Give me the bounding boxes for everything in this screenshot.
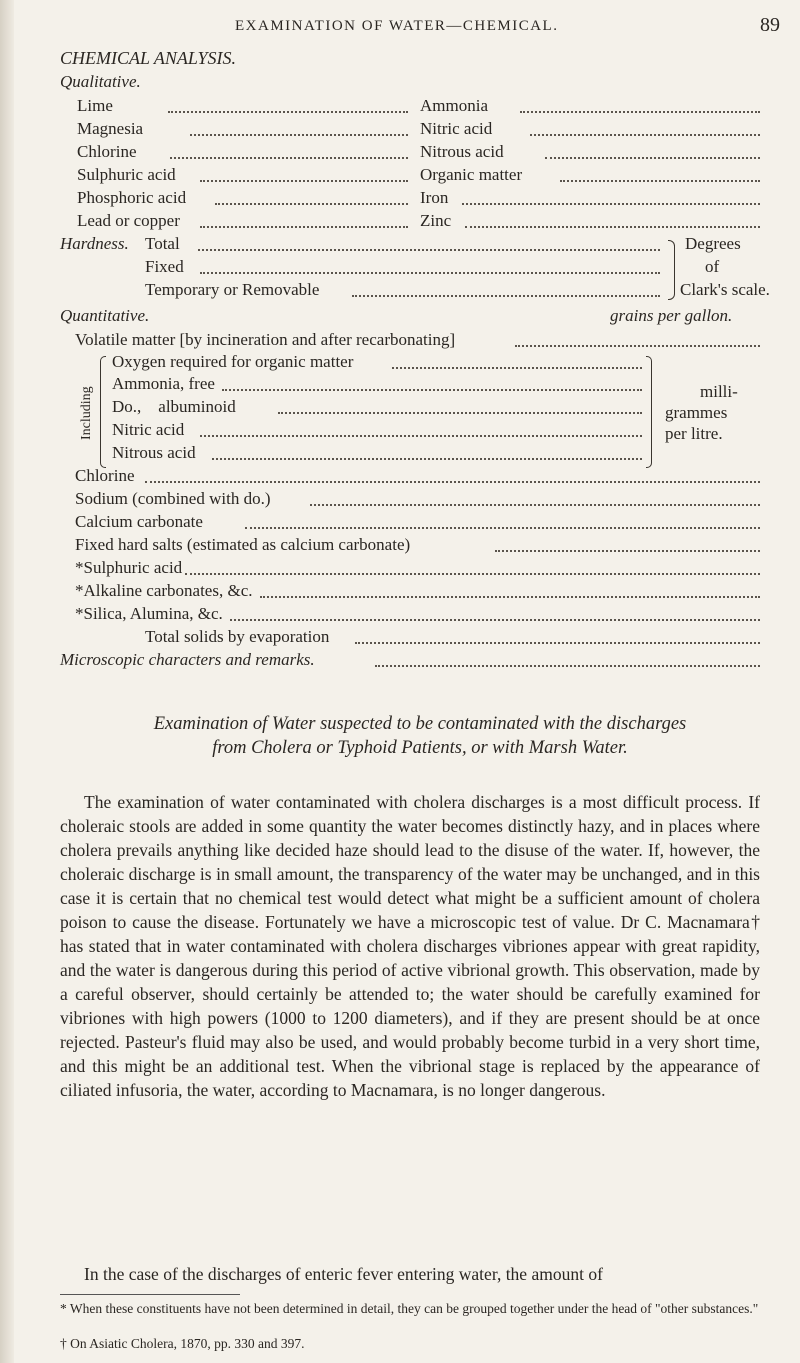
volatile-row: Volatile matter [by incineration and after recarbonating] [75, 330, 456, 349]
milli-brace [646, 356, 652, 468]
dotted-leader [520, 111, 760, 113]
body-paragraph: The examination of water contaminated with cholera discharges is a most difficult process. If choleraic stools are added in some quantity the water becomes distinctly hazy, and in places where cholera prevails anything like decided haze should lead to the disuse of the water. If, however, the choleraic discharge is in small amount, the transparency of the water may be unchanged, and in this case it is certain that no chemical test would detect what might be a sufficient amount of cholera poison to cause the disease. Fortunately we have a microscopic test of value. Dr C. Macnamara† has stated that in water contaminated with cholera discharges vibriones appear with great rapidity, and the water is dangerous during this period of active vibrional growth. This observation, made by a careful observer, should certainly be attended to; the water should be carefully examined for vibriones with high powers (1000 to 1200 diameters), and if they are present should be at once rejected. Pasteur's fluid may also be used, and would probably become turbid in a very short time, and this might be an additional test. When the vibrional stage is replaced by the appearance of ciliated infusoria, the water, according to Macnamara, is no longer dangerous. [60, 792, 760, 1100]
dotted-leader [200, 180, 408, 182]
dotted-leader [230, 619, 760, 621]
dotted-leader [212, 458, 642, 460]
dotted-leader [198, 249, 660, 251]
section-heading-line: from Cholera or Typhoid Patients, or with Marsh Water. [212, 738, 628, 758]
qual-left-item: Lime [77, 96, 113, 115]
qual-right-item: Nitrous acid [420, 142, 504, 161]
dotted-leader [185, 573, 760, 575]
dotted-leader [495, 550, 760, 552]
qual-right-item: Nitric acid [420, 119, 493, 138]
qual-right-item: Iron [420, 188, 449, 207]
section-heading [60, 712, 780, 760]
dotted-leader [278, 412, 642, 414]
quantitative-heading: Quantitative. [60, 306, 150, 325]
hardness-brace [668, 240, 675, 300]
dotted-leader [465, 226, 760, 228]
hardness-row: Temporary or Removable [145, 280, 320, 299]
milli-unit: grammes [665, 403, 728, 422]
including-item: Oxygen required for organic matter [112, 352, 354, 371]
footnote-star: * When these constituents have not been determined in detail, they can be grouped together under the head of "other substances." [60, 1301, 759, 1316]
hardness-row: Fixed [145, 257, 184, 276]
hardness-row: Total [145, 234, 180, 253]
analysis-item: Fixed hard salts (estimated as calcium carbonate) [75, 535, 411, 554]
dotted-leader [168, 111, 408, 113]
qual-left-item: Chlorine [77, 142, 137, 161]
milli-unit: milli- [700, 382, 738, 401]
hardness-unit: of [705, 257, 720, 276]
running-title: EXAMINATION OF WATER—CHEMICAL. [235, 18, 559, 34]
including-brace [100, 356, 106, 468]
total-solids: Total solids by evaporation [145, 627, 330, 646]
qual-left-item: Sulphuric acid [77, 165, 176, 184]
quantitative-unit: grains per gallon. [610, 306, 733, 325]
dotted-leader [222, 389, 642, 391]
microscopic-heading: Microscopic characters and remarks. [60, 650, 315, 669]
dotted-leader [215, 203, 408, 205]
footnote-dagger: † On Asiatic Cholera, 1870, pp. 330 and 397. [60, 1336, 305, 1351]
analysis-item: Chlorine [75, 466, 135, 485]
dotted-leader [515, 345, 760, 347]
dotted-leader [355, 642, 760, 644]
dotted-leader [462, 203, 760, 205]
including-item: Ammonia, free [112, 374, 215, 393]
dotted-leader [392, 367, 642, 369]
dotted-leader [352, 295, 660, 297]
dotted-leader [375, 665, 760, 667]
qual-right-item: Zinc [420, 211, 452, 230]
analysis-title: CHEMICAL ANALYSIS. [60, 48, 237, 68]
including-item: Nitric acid [112, 420, 185, 439]
dotted-leader [245, 527, 760, 529]
section-heading-line: Examination of Water suspected to be contaminated with the discharges [153, 714, 687, 734]
qual-left-item: Phosphoric acid [77, 188, 187, 207]
qual-right-item: Ammonia [420, 96, 488, 115]
dotted-leader [530, 134, 760, 136]
dotted-leader [190, 134, 408, 136]
analysis-item: Calcium carbonate [75, 512, 203, 531]
including-item: Do., albuminoid [112, 397, 236, 416]
dotted-leader [200, 272, 660, 274]
dotted-leader [200, 226, 408, 228]
page-number: 89 [760, 14, 780, 36]
analysis-item: *Alkaline carbonates, &c. [75, 581, 253, 600]
dotted-leader [310, 504, 760, 506]
analysis-item: *Silica, Alumina, &c. [75, 604, 223, 623]
dotted-leader [200, 435, 642, 437]
dotted-leader [560, 180, 760, 182]
body-paragraph: In the case of the discharges of enteric fever entering water, the amount of [84, 1264, 603, 1284]
including-label: Including [79, 386, 94, 440]
including-item: Nitrous acid [112, 443, 196, 462]
qual-left-item: Magnesia [77, 119, 144, 138]
milli-unit: per litre. [665, 424, 723, 443]
hardness-unit: Degrees [685, 234, 741, 253]
hardness-label: Hardness. [60, 234, 129, 253]
analysis-item: Sodium (combined with do.) [75, 489, 271, 508]
qualitative-heading: Qualitative. [60, 72, 141, 91]
dotted-leader [170, 157, 408, 159]
dotted-leader [260, 596, 760, 598]
dotted-leader [145, 481, 760, 483]
dotted-leader [545, 157, 760, 159]
hardness-unit: Clark's scale. [680, 280, 770, 299]
analysis-item: *Sulphuric acid [75, 558, 183, 577]
qual-right-item: Organic matter [420, 165, 523, 184]
qual-left-item: Lead or copper [77, 211, 180, 230]
footnote-rule [60, 1294, 240, 1295]
page-spine-shadow [0, 0, 14, 1363]
running-header [0, 10, 800, 38]
